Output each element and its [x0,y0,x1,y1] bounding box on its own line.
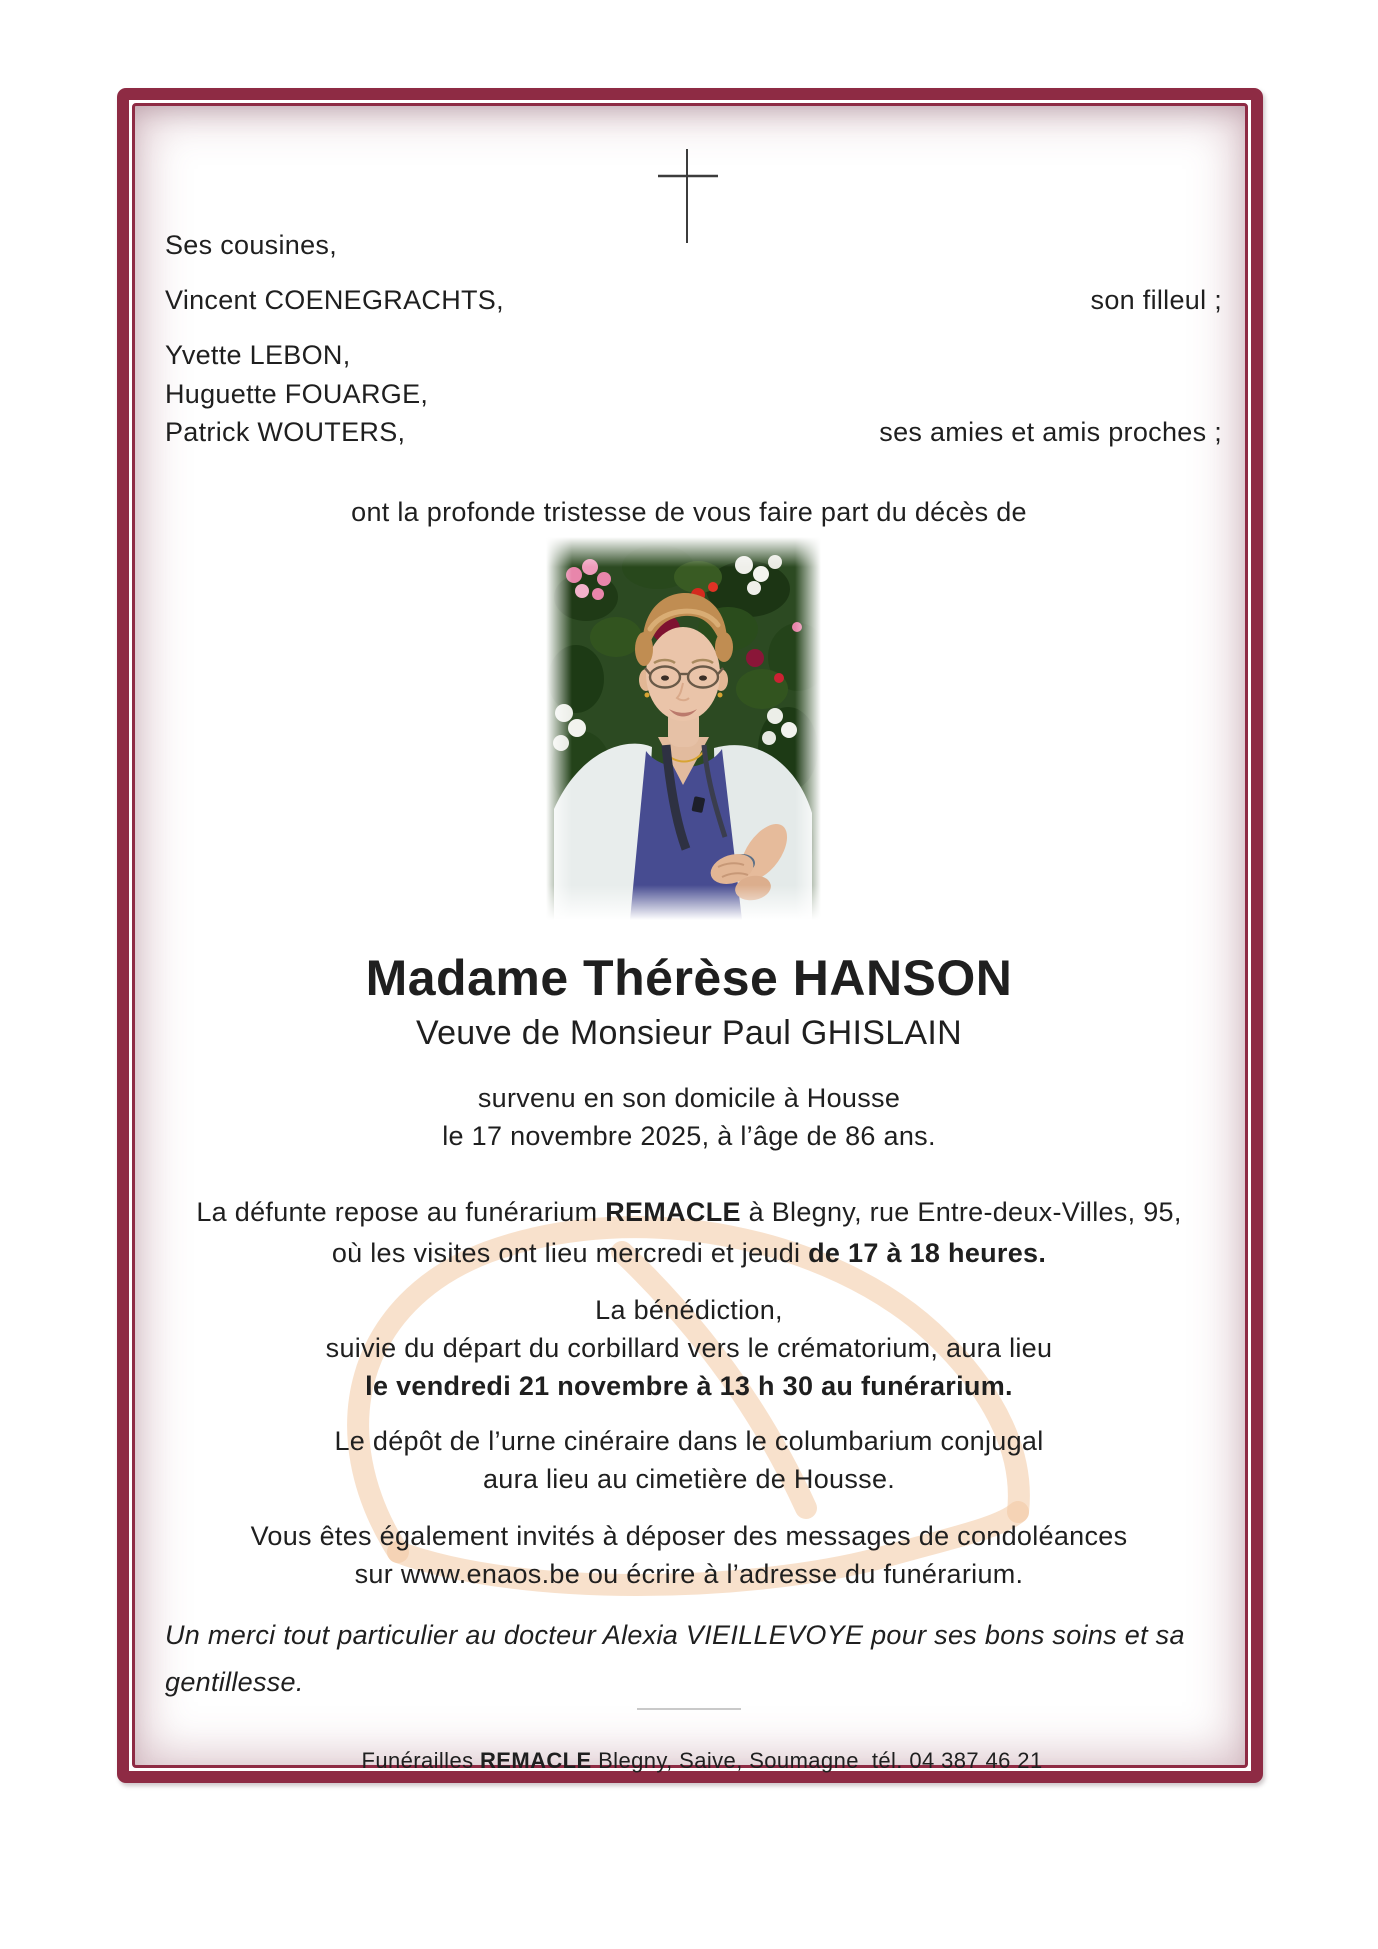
relative-name: Huguette FOUARGE, [165,379,429,409]
cortege-line: suivie du départ du corbillard vers le crématorium, aura lieu [325,1333,1053,1363]
relation-label: ses amies et amis proches ; [879,417,1222,447]
visiting-hours: de 17 à 18 heures. [808,1238,1047,1268]
salutation-line: Ses cousines, [165,230,337,260]
relative-row [165,285,1222,316]
urn-line-1: Le dépôt de l’urne cinéraire dans le columbarium conjugal [334,1426,1044,1456]
repose-text-pre: La défunte repose au funérarium [196,1197,606,1227]
announcement-line: ont la profonde tristesse de vous faire part du décès de [351,497,1027,527]
relative-row [165,379,1222,410]
relative-name: Yvette LEBON, [165,340,351,370]
condolences-line-1: Vous êtes également invités à déposer des messages de condoléances [250,1521,1128,1551]
funeral-home-name-footer: REMACLE [480,1748,592,1773]
footer-line [134,1722,1244,1800]
thanks-paragraph: Un merci tout particulier au docteur Alexia VIEILLEVOYE pour ses bons soins et sa gentillesse. [165,1620,1185,1698]
repose-text-post: à Blegny, rue Entre-deux-Villes, 95, [740,1197,1182,1227]
condolences-line-2: sur www.enaos.be ou écrire à l’adresse du funérarium. [354,1559,1024,1589]
relative-row [165,340,1222,371]
deceased-name: Madame Thérèse HANSON [365,950,1013,1006]
footer-text-pre: Funérailles [361,1748,481,1773]
footer-divider [637,1708,741,1710]
relative-name: Patrick WOUTERS, [165,417,406,447]
ceremony-datetime-line: le vendredi 21 novembre à 13 h 30 au funérarium. [365,1371,1013,1401]
repose-line [134,1197,1244,1228]
funeral-home-name: REMACLE [605,1197,741,1227]
death-place-line: survenu en son domicile à Housse [477,1083,901,1113]
benediction-line: La bénédiction, [595,1295,783,1325]
relation-label: son filleul ; [1090,285,1222,315]
visiting-hours-line [134,1238,1244,1269]
visits-text-pre: où les visites ont lieu mercredi et jeudi [331,1238,809,1268]
relative-name: Vincent COENEGRACHTS, [165,285,504,315]
footer-text-post: Blegny, Saive, Soumagne tél. 04 387 46 21 [591,1748,1043,1773]
urn-line-2: aura lieu au cimetière de Housse. [482,1464,896,1494]
latin-cross-icon [655,147,721,245]
portrait-photo [546,537,821,920]
relative-row [165,417,1222,448]
deceased-subtitle: Veuve de Monsieur Paul GHISLAIN [415,1014,963,1052]
death-date-line: le 17 novembre 2025, à l’âge de 86 ans. [442,1121,936,1151]
